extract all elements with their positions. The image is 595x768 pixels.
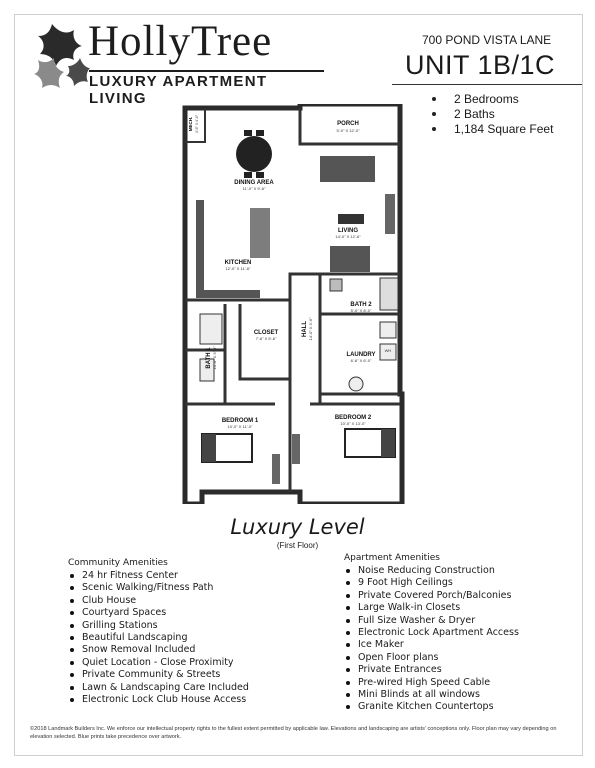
apartment-heading: Apartment Amenities [344,553,440,563]
amenity-text: Noise Reducing Construction [358,565,495,576]
bullet-icon [432,127,436,131]
amenity-item [344,664,519,676]
amenity-text: Private Covered Porch/Balconies [358,589,512,601]
amenity-item [68,620,249,632]
spec-item [432,92,553,107]
room-living: LIVING [337,228,359,234]
amenity-text: Lawn & Landscaping Care Included [82,681,249,693]
amenity-item [344,701,519,713]
bullet-icon [70,611,74,615]
amenity-text: Ice Maker [358,639,404,651]
amenity-item [68,595,249,607]
washer-label: WH [384,348,392,353]
amenity-text: Electronic Lock Club House Access [82,693,247,705]
amenity-item [344,577,519,589]
bullet-icon [432,112,436,116]
size-bath2: 5'-0" X 8'-0" [350,308,372,313]
bullet-icon [346,619,350,623]
unit-divider [392,84,582,85]
bullet-icon [346,643,350,647]
amenity-text: Granite Kitchen Countertops [358,701,494,713]
bullet-icon [70,698,74,702]
bullet-icon [70,648,74,652]
amenity-text: Open Floor plans [358,651,439,663]
room-dining: DINING AREA [234,180,274,186]
unit-specs-list [432,92,553,137]
room-bedroom1: BEDROOM 1 [221,418,259,424]
unit-address: 700 POND VISTA LANE [422,33,552,47]
size-dining: 11'-0" X 9'-6" [242,186,266,191]
amenity-text: Grilling Stations [82,619,158,631]
bullet-icon [70,624,74,628]
amenity-item [68,582,249,594]
amenity-text: Pre-wired High Speed Cable [358,676,491,688]
amenity-text: 9 Foot High Ceilings [358,577,453,589]
brand-tagline: LUXURY APARTMENT LIVING [89,70,324,107]
amenity-item [344,590,519,602]
amenity-item [344,565,519,577]
bullet-icon [346,681,350,685]
amenity-item [344,627,519,639]
legal-disclaimer: ©2018 Landmark Builders Inc. We enforce our intellectual property rights to the fullest extent permitted by applicable law. Elevations and landscaping are artists' conceptions only. Floor plan may vary depending on elevation selected. Blue prints take precedence over artwork. [30,726,557,740]
community-heading: Community Amenities [68,558,168,568]
community-list [68,570,249,706]
bullet-icon [70,574,74,578]
amenity-item [344,639,519,651]
unit-name: UNIT 1B/1C [405,50,556,80]
amenity-item [68,607,249,619]
amenity-text: Quiet Location - Close Proximity [82,656,234,668]
amenity-text: Beautiful Landscaping [82,631,188,643]
room-bath2: BATH 2 [350,302,372,308]
amenity-item [68,570,249,582]
amenity-item [344,652,519,664]
size-bedroom1: 10'-0" X 11'-0" [227,424,253,429]
bullet-icon [346,656,350,660]
bullet-icon [346,606,350,610]
apartment-amenities [344,553,519,714]
spec-text: 2 Baths [454,107,495,121]
holly-leaf-logo-icon [30,20,90,90]
amenity-item [344,689,519,701]
amenity-text: Snow Removal Included [82,644,196,656]
amenity-text: Private Entrances [358,664,442,676]
amenity-item [68,694,249,706]
bullet-icon [346,705,350,709]
bullet-icon [70,686,74,690]
bullet-icon [346,631,350,635]
size-bath1: 10'-0" X 5'-0" [212,346,217,370]
brand-name: HollyTree [88,18,273,65]
amenity-item [68,682,249,694]
level-subtitle: (First Floor) [276,541,319,550]
bullet-icon [70,636,74,640]
apartment-list [344,565,519,714]
room-kitchen: KITCHEN [224,260,252,266]
room-porch: PORCH [337,121,359,127]
bullet-icon [346,569,350,573]
room-laundry: LAUNDRY [346,352,376,358]
room-mech: MECH. [188,116,193,132]
amenity-item [344,615,519,627]
amenity-item [344,602,519,614]
size-mech: 4'-6" X 4'-0" [195,114,199,134]
size-living: 14'-0" X 12'-6" [335,234,361,239]
amenity-text: Club House [82,594,137,606]
amenity-item [68,657,249,669]
amenity-item [68,669,249,681]
amenity-text: Electronic Lock Apartment Access [358,626,519,638]
bullet-icon [346,693,350,697]
amenity-text: Courtyard Spaces [82,607,167,619]
bullet-icon [346,581,350,585]
amenity-item [68,632,249,644]
size-hall: 14'-0" X 3'-6" [308,317,313,341]
amenity-text: Mini Blinds at all windows [358,688,481,700]
bullet-icon [70,673,74,677]
floor-plan [180,104,405,504]
size-closet: 7'-6" X 5'-6" [255,336,277,341]
level-title: Luxury Level [230,515,365,539]
amenity-item [344,677,519,689]
size-porch: 5'-0" X 12'-0" [336,128,360,133]
bullet-icon [346,668,350,672]
amenity-text: Private Community & Streets [82,669,221,681]
bullet-icon [432,97,436,101]
spec-text: 1,184 Square Feet [454,122,554,136]
size-kitchen: 12'-0" X 11'-6" [225,266,251,271]
room-hall: HALL [302,321,308,337]
amenity-text: Large Walk-in Closets [358,602,461,614]
spec-text: 2 Bedrooms [454,92,519,106]
amenity-text: 24 hr Fitness Center [82,570,178,581]
size-laundry: 6'-6" X 6'-0" [350,358,372,363]
room-bath1: BATH 1 [206,347,212,369]
amenity-item [68,644,249,656]
bullet-icon [70,586,74,590]
room-bedroom2: BEDROOM 2 [334,415,372,421]
amenity-text: Scenic Walking/Fitness Path [82,582,214,594]
bullet-icon [70,599,74,603]
amenity-text: Full Size Washer & Dryer [358,614,476,626]
spec-item [432,107,553,122]
bullet-icon [346,594,350,598]
room-closet: CLOSET [253,330,279,336]
bullet-icon [70,661,74,665]
size-bedroom2: 10'-0" X 13'-0" [340,421,366,426]
spec-item [432,122,553,137]
community-amenities [68,558,249,706]
